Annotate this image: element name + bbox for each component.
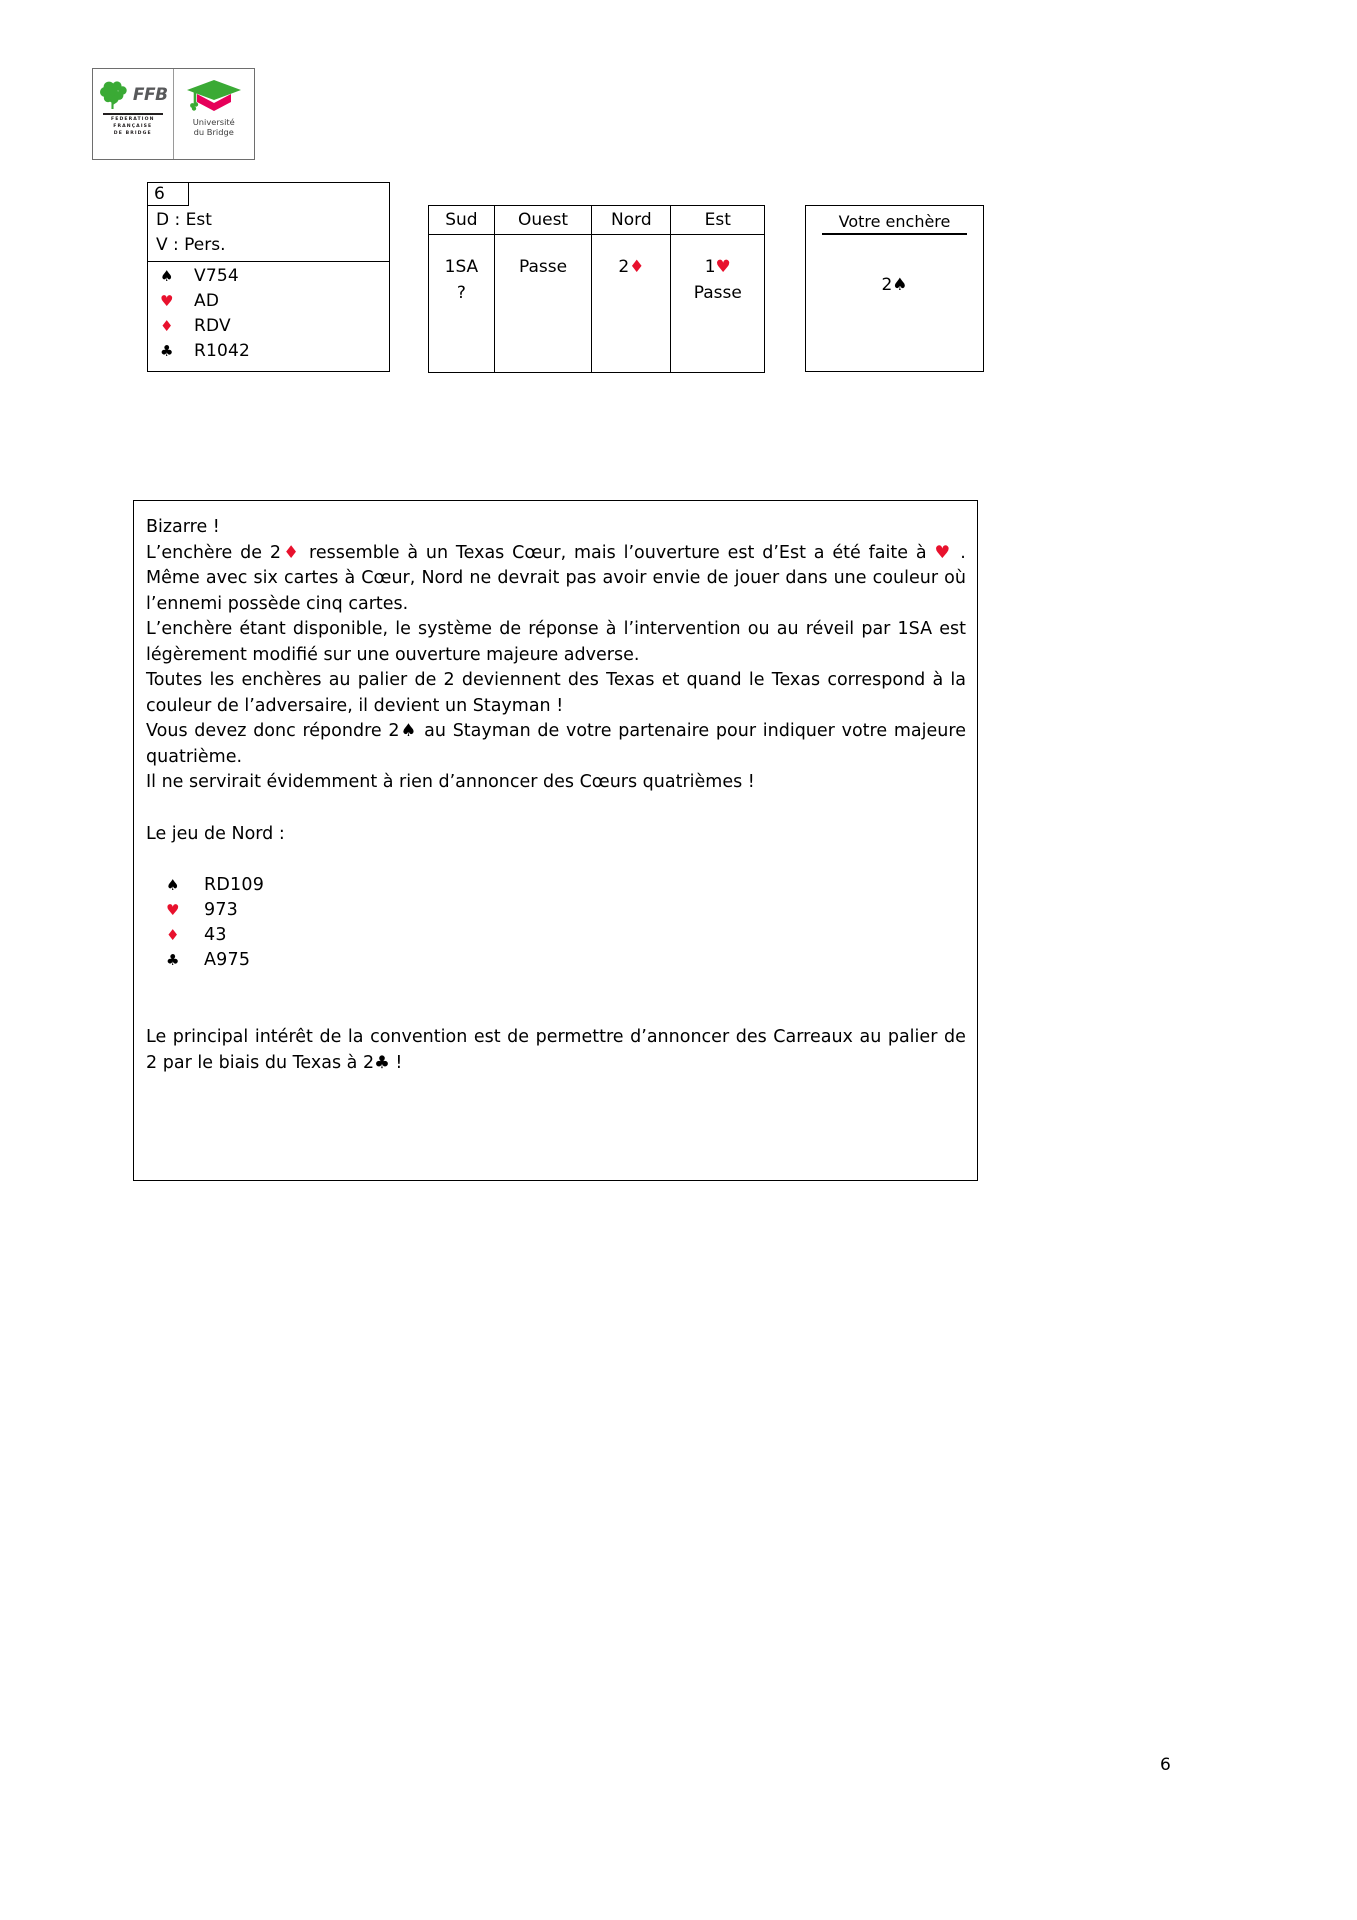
your-bid-box bbox=[805, 205, 984, 372]
bidding-header-row bbox=[429, 206, 765, 235]
spacer-before-final bbox=[146, 973, 966, 1025]
nord-row-clubs bbox=[166, 948, 966, 973]
diamond-icon: ♦ bbox=[160, 317, 174, 335]
tree-icon bbox=[98, 79, 132, 111]
spade-cards: V754 bbox=[194, 266, 239, 286]
nord-row-diamonds bbox=[166, 923, 966, 948]
club-icon: ♣ bbox=[374, 1052, 390, 1073]
nord-hand-label: Le jeu de Nord : bbox=[146, 823, 285, 844]
vulnerability-line: V : Pers. bbox=[156, 235, 226, 255]
page-number: 6 bbox=[1160, 1755, 1171, 1775]
bidding-cell-nord bbox=[592, 235, 671, 373]
ffb-full-name: FEDERATION FRANÇAISE DE BRIDGE bbox=[110, 117, 155, 136]
graduation-cap-icon bbox=[185, 78, 243, 114]
bidding-col-est: Est bbox=[671, 206, 765, 235]
est-bid-2: Passe bbox=[693, 282, 742, 303]
deal-box bbox=[147, 182, 390, 372]
ffb-logo-cell bbox=[93, 69, 174, 159]
bidding-col-nord: Nord bbox=[592, 206, 671, 235]
spacer-after-nord-label bbox=[146, 847, 966, 873]
nord-club-cards: A975 bbox=[204, 950, 251, 970]
spade-icon: ♠ bbox=[892, 275, 908, 295]
hand-row-diamonds bbox=[160, 314, 389, 339]
nord-row-spades bbox=[166, 873, 966, 898]
deal-number: 6 bbox=[147, 182, 189, 206]
bidding-cell-ouest bbox=[494, 235, 591, 373]
nord-hand bbox=[166, 873, 966, 973]
ffb-mark bbox=[98, 78, 168, 112]
explanation-box bbox=[133, 500, 978, 1181]
ouest-bid-blank bbox=[495, 280, 591, 306]
explanation-paragraph-4: Vous devez donc répondre 2♠ au Stayman de votre partenaire pour indiquer votre majeure quatrième. bbox=[146, 721, 966, 767]
ouest-bid-1: Passe bbox=[518, 256, 568, 277]
nord-row-hearts bbox=[166, 898, 966, 923]
explanation-paragraph-5: Il ne servirait évidemment à rien d’annoncer des Cœurs quatrièmes ! bbox=[146, 772, 755, 792]
explanation-paragraph-2: L’enchère étant disponible, le système de réponse à l’intervention ou au réveil par 1SA est légèrement modifié sur une ouverture majeure adverse. bbox=[146, 619, 966, 665]
sud-bid-2: ? bbox=[456, 282, 466, 303]
spacer-before-nord bbox=[146, 796, 966, 822]
diamond-icon: ♦ bbox=[629, 256, 645, 277]
university-name: Université du Bridge bbox=[192, 117, 235, 138]
explanation-paragraph-1: L’enchère de 2♦ ressemble à un Texas Cœur, mais l’ouverture est d’Est a été faite à ♥ . Même avec six cartes à Cœur, Nord ne devrait pas avoir envie de jouer dans une couleur où l’ennemi possède cinq cartes. bbox=[146, 542, 966, 614]
bidding-cell-sud bbox=[429, 235, 495, 373]
spade-icon: ♠ bbox=[399, 721, 418, 741]
bidding-col-ouest: Ouest bbox=[494, 206, 591, 235]
diamond-icon: ♦ bbox=[166, 926, 180, 944]
bidding-col-sud: Sud bbox=[429, 206, 495, 235]
club-icon: ♣ bbox=[160, 342, 174, 360]
heart-cards: AD bbox=[194, 291, 220, 311]
deal-meta bbox=[148, 206, 389, 262]
diamond-icon: ♦ bbox=[280, 542, 302, 563]
heart-icon: ♥ bbox=[715, 256, 731, 277]
hand-row-hearts bbox=[160, 289, 389, 314]
sud-bid-1: 1SA bbox=[444, 256, 479, 277]
federation-logo-block bbox=[92, 68, 255, 160]
nord-bid-1: 2♦ bbox=[618, 256, 645, 277]
ffb-divider-rule bbox=[103, 113, 163, 115]
heart-icon: ♥ bbox=[160, 292, 174, 310]
nord-diamond-cards: 43 bbox=[204, 925, 227, 945]
ffb-abbreviation: FFB bbox=[132, 84, 168, 105]
your-bid-value: 2♠ bbox=[881, 275, 908, 295]
south-hand bbox=[148, 262, 389, 364]
bidding-cell-est bbox=[671, 235, 765, 373]
nord-bid-blank bbox=[592, 280, 670, 306]
spade-icon: ♠ bbox=[160, 267, 174, 285]
hand-row-clubs bbox=[160, 339, 389, 364]
heart-icon: ♥ bbox=[166, 901, 180, 919]
hand-row-spades bbox=[160, 264, 389, 289]
explanation-paragraph-6: Le principal intérêt de la convention est de permettre d’annoncer des Carreaux au palier de 2 par le biais du Texas à 2♣ ! bbox=[146, 1027, 966, 1073]
dealer-line: D : Est bbox=[156, 210, 212, 230]
nord-heart-cards: 973 bbox=[204, 900, 239, 920]
bidding-table bbox=[428, 205, 765, 373]
explanation-intro: Bizarre ! bbox=[146, 517, 220, 537]
university-logo-cell bbox=[174, 69, 255, 159]
university-mark bbox=[185, 78, 243, 114]
your-bid-title: Votre enchère bbox=[838, 212, 951, 231]
your-bid-underline bbox=[822, 233, 967, 235]
est-bid-1: 1♥ bbox=[704, 256, 731, 277]
diamond-cards: RDV bbox=[194, 316, 231, 336]
nord-spade-cards: RD109 bbox=[204, 875, 265, 895]
spade-icon: ♠ bbox=[166, 876, 180, 894]
bidding-body-row bbox=[429, 235, 765, 373]
club-cards: R1042 bbox=[194, 341, 251, 361]
heart-icon: ♥ bbox=[934, 542, 953, 563]
club-icon: ♣ bbox=[166, 951, 180, 969]
explanation-paragraph-3: Toutes les enchères au palier de 2 deviennent des Texas et quand le Texas correspond à la couleur de l’adversaire, il devient un Stayman ! bbox=[146, 670, 966, 716]
